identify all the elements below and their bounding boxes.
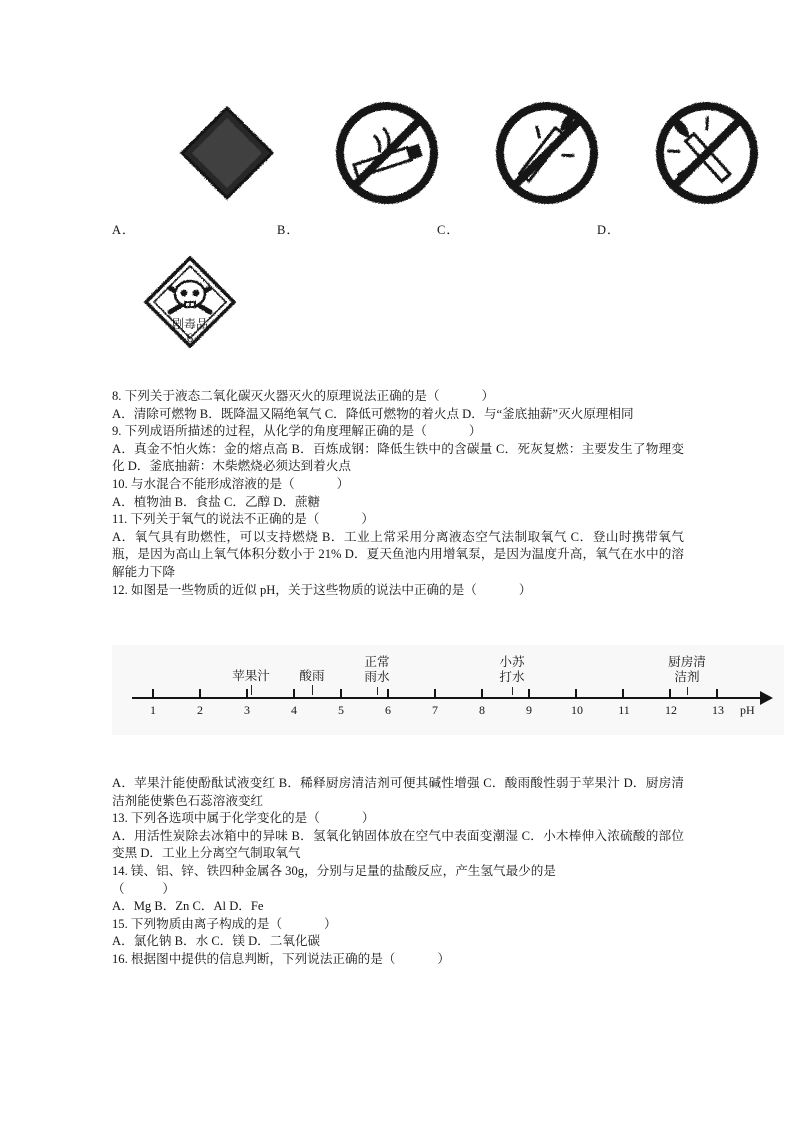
- q12-text: 如图是一些物质的近似 pH，关于这些物质的说法中正确的是（: [130, 582, 477, 597]
- q15-tail: ）: [324, 916, 337, 931]
- questions-block-bottom: [112, 775, 684, 969]
- q13-text: 下列各选项中属于化学变化的是（: [130, 811, 320, 826]
- skull-crossbones-icon: [140, 252, 240, 372]
- question-9-stem: [112, 423, 684, 441]
- ph-annotation-baking-soda-water: 小苏 打水: [499, 655, 525, 684]
- question-14-tail: （ ）: [112, 881, 175, 896]
- ph-tick-12: [669, 689, 671, 698]
- ph-tick-1: [152, 689, 154, 698]
- q15-num: 15.: [112, 916, 128, 931]
- ph-label-3: 3: [244, 703, 250, 717]
- symbol-a-label: A．: [112, 223, 136, 237]
- ph-tick-13: [716, 689, 718, 698]
- question-10-stem: [112, 476, 684, 494]
- ph-label-10: 10: [571, 703, 583, 717]
- ph-annotation-normal-rain: 正常 雨水: [364, 655, 390, 684]
- q14-num: 14.: [112, 863, 128, 878]
- question-15-options: A．氯化钠 B．水 C．镁 D．二氧化碳: [112, 934, 321, 949]
- ph-label-6: 6: [385, 703, 391, 717]
- q8-num: 8.: [112, 389, 122, 403]
- ph-label-1: 1: [150, 703, 156, 717]
- ph-label-5: 5: [338, 703, 344, 717]
- question-8-stem: [112, 388, 684, 406]
- questions-block-top: [112, 388, 684, 599]
- question-12-stem: [112, 582, 684, 600]
- ph-annotation-apple-juice: 苹果汁: [232, 669, 270, 683]
- question-11-stem: [112, 511, 684, 529]
- no-open-flame-icon: [482, 88, 612, 218]
- q16-text: 根据图中提供的信息判断，下列说法正确的是（: [130, 951, 396, 966]
- q11-tail: ）: [361, 512, 374, 527]
- ph-tick-7: [434, 689, 436, 698]
- symbol-c-label: C．: [437, 223, 460, 237]
- ph-leader-1: [251, 685, 252, 695]
- ph-tick-6: [387, 689, 389, 698]
- q12-tail: ）: [518, 582, 532, 597]
- ph-leader-5: [687, 687, 688, 695]
- ph-tick-10: [575, 689, 577, 698]
- q9-tail: ）: [468, 424, 482, 439]
- symbol-d: [597, 88, 772, 237]
- question-16-stem: [112, 951, 684, 969]
- ph-axis-arrow: [760, 691, 773, 705]
- ph-label-13: 13: [712, 703, 724, 717]
- ph-label-11: 11: [618, 703, 630, 717]
- ph-tick-3: [246, 689, 248, 698]
- question-13-stem: [112, 810, 684, 828]
- q11-text: 下列关于氧气的说法不正确的是（: [130, 512, 320, 527]
- ph-annotation-kitchen-cleaner: 厨房清 洁剂: [668, 655, 706, 684]
- q15-text: 下列物质由离子构成的是（: [130, 916, 283, 931]
- toxic-symbol-number: 6: [186, 330, 194, 345]
- question-14-stem: [112, 863, 684, 881]
- ph-axis-line: [132, 697, 762, 699]
- ph-axis-label: pH: [740, 703, 755, 717]
- q14-text: 镁、铝、锌、铁四种金属各 30g，分别与足量的盐酸反应，产生氢气最少的是: [130, 863, 556, 878]
- ph-label-2: 2: [197, 703, 203, 717]
- q10-text: 与水混合不能形成溶液的是（: [130, 476, 295, 491]
- symbol-b: [277, 88, 452, 237]
- ph-label-4: 4: [291, 703, 297, 717]
- ph-label-8: 8: [479, 703, 485, 717]
- ph-leader-4: [512, 687, 513, 695]
- ph-tick-5: [340, 689, 342, 698]
- symbol-a: [112, 88, 292, 237]
- q11-num: 11.: [112, 512, 128, 527]
- q10-tail: ）: [336, 476, 350, 491]
- q9-text: 下列成语所描述的过程，从化学的角度理解正确的是（: [124, 424, 427, 439]
- symbol-c: [437, 88, 612, 237]
- q13-tail: ）: [361, 811, 375, 826]
- question-13-options: A．用活性炭除去冰箱中的异味 B．氢氧化钠固体放在空气中表面变潮湿 C．小木棒伸入浓硫酸的部位变黑 D．工业上分离空气制取氧气: [112, 828, 684, 861]
- ph-leader-3: [377, 687, 378, 695]
- q8-text: 下列关于液态二氧化碳灭火器灭火的原理说法正确的是（: [124, 389, 440, 403]
- question-15-stem: [112, 916, 684, 934]
- question-9-options: A．真金不怕火炼：金的熔点高 B．百炼成钢：降低生铁中的含碳量 C．死灰复燃：主要发生了物理变化 D．釜底抽薪：木柴燃烧必须达到着火点: [112, 441, 684, 474]
- hazard-diamond-icon: [162, 88, 292, 218]
- q9-num: 9.: [112, 424, 122, 439]
- q12-num: 12.: [112, 582, 128, 597]
- q16-num: 16.: [112, 951, 128, 966]
- question-14-options: A．Mg B．Zn C．Al D．Fe: [112, 899, 264, 914]
- ph-tick-8: [481, 689, 483, 698]
- ph-label-9: 9: [526, 703, 532, 717]
- ph-tick-9: [528, 689, 530, 698]
- no-smoking-icon: [322, 88, 452, 218]
- question-11-options: A．氧气具有助燃性，可以支持燃烧 B．工业上常采用分离液态空气法制取氧气 C．登山时携带氧气瓶，是因为高山上氧气体积分数小于 21% D．夏天鱼池内用增氧泵，是因为温度升高，氧气在水中的溶解能力下降: [112, 529, 684, 579]
- symbol-b-label: B．: [277, 223, 300, 237]
- ph-label-7: 7: [432, 703, 438, 717]
- ph-leader-2: [312, 685, 313, 695]
- ph-scale-figure: [112, 645, 784, 735]
- toxic-symbol-text: 剧毒品: [171, 317, 209, 331]
- q13-num: 13.: [112, 811, 128, 826]
- ph-annotation-acid-rain: 酸雨: [299, 669, 325, 683]
- q10-num: 10.: [112, 476, 128, 491]
- q8-tail: ）: [481, 389, 495, 403]
- question-10-options: A．植物油 B．食盐 C．乙醇 D．蔗糖: [112, 494, 321, 509]
- ph-tick-11: [622, 689, 624, 698]
- no-fireworks-icon: [642, 88, 772, 218]
- symbol-figure-row: [112, 88, 682, 246]
- question-12-options: A．苹果汁能使酚酞试液变红 B．稀释厨房清洁剂可便其碱性增强 C．酸雨酸性弱于苹果汁 D．厨房清洁剂能使紫色石蕊溶液变红: [112, 776, 684, 808]
- symbol-d-label: D．: [597, 223, 621, 237]
- toxic-symbol-figure: [140, 252, 240, 372]
- ph-tick-2: [199, 689, 201, 698]
- ph-label-12: 12: [665, 703, 677, 717]
- q16-tail: ）: [437, 951, 450, 966]
- ph-tick-4: [293, 689, 295, 698]
- question-8-options: A．清除可燃物 B．既降温又隔绝氧气 C．降低可燃物的着火点 D．与“釜底抽薪”灭火原理相同: [112, 406, 634, 421]
